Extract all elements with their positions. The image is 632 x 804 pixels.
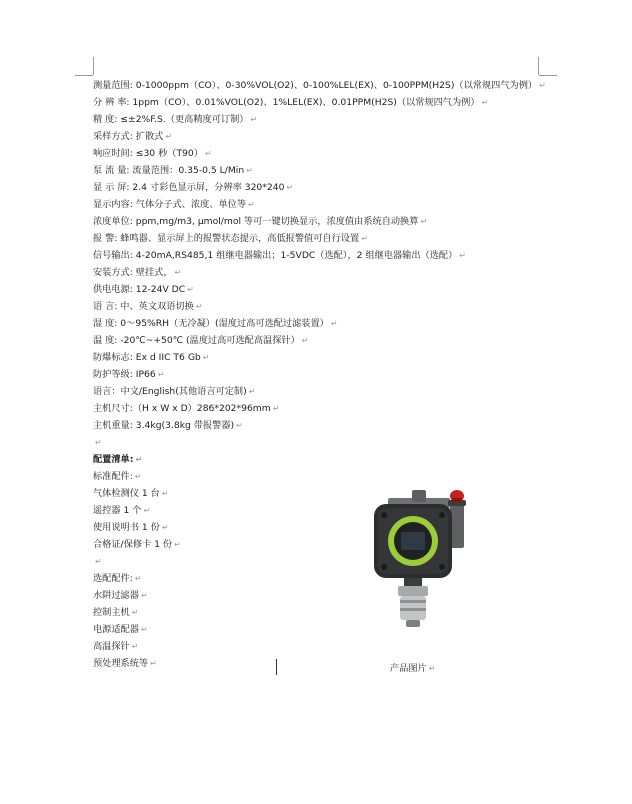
- paragraph-mark: ↵: [187, 285, 194, 294]
- crop-mark-right-h: [539, 75, 557, 76]
- paragraph-mark: ↵: [330, 319, 338, 328]
- spec-line-text: 采样方式: 扩散式: [93, 131, 164, 142]
- spec-line: [93, 485, 553, 502]
- paragraph-mark: ↵: [202, 353, 210, 362]
- spec-line: [93, 519, 553, 536]
- paragraph-mark: ↵: [174, 268, 182, 277]
- spec-line: [93, 417, 553, 434]
- spec-line-text: 水阱过滤器: [93, 590, 139, 601]
- spec-line: [93, 604, 553, 621]
- paragraph-mark: ↵: [301, 336, 309, 345]
- text-cursor: [276, 659, 277, 675]
- paragraph-mark: ↵: [131, 608, 139, 617]
- crop-mark-left-h: [75, 75, 93, 76]
- empty-paragraph: [93, 434, 553, 451]
- paragraph-mark: ↵: [143, 506, 151, 515]
- spec-line: [93, 94, 553, 111]
- spec-line-text: 防护等级: IP66: [93, 369, 156, 380]
- paragraph-mark: ↵: [286, 183, 294, 192]
- paragraph-mark: ↵: [140, 625, 148, 634]
- spec-line: [93, 162, 553, 179]
- spec-line-text: 遥控器 1 个: [93, 505, 142, 516]
- spec-line-text: 主机尺寸:（H x W x D）286*202*96mm: [93, 403, 271, 414]
- spec-line: [93, 247, 553, 264]
- display-screen: [401, 532, 425, 550]
- spec-line-text: 配置清单:: [93, 454, 134, 465]
- paragraph-mark: ↵: [165, 132, 173, 141]
- paragraph-mark: ↵: [459, 251, 466, 260]
- empty-paragraph: [93, 553, 553, 570]
- paragraph-mark: ↵: [161, 489, 169, 498]
- spec-line-text: 语言：中文/English(其他语言可定制): [93, 386, 247, 397]
- document-body[interactable]: [93, 77, 553, 672]
- paragraph-mark: ↵: [157, 370, 165, 379]
- spec-line-text: 分 辨 率: 1ppm（CO）、0.01%VOL(O2)、1%LEL(EX)、0.01PPM(H2S)（以常规四气为例）: [93, 97, 480, 108]
- spec-line: [93, 298, 553, 315]
- paragraph-mark: ↵: [161, 523, 169, 532]
- spec-line: [93, 621, 553, 638]
- spec-line: [93, 332, 553, 349]
- paragraph-mark: ↵: [248, 387, 256, 396]
- spec-line-text: 选配配件:: [93, 573, 133, 584]
- spec-line: [93, 451, 553, 468]
- spec-line: [93, 400, 553, 417]
- paragraph-mark: ↵: [95, 438, 102, 447]
- spec-line: [93, 213, 553, 230]
- spec-line-text: 报 警: 蜂鸣器、显示屏上的报警状态提示，高低报警值可自行设置: [93, 233, 360, 244]
- paragraph-mark: ↵: [95, 557, 102, 566]
- spec-line-text: 湿 度: 0～95%RH（无冷凝）(湿度过高可选配过滤装置）: [93, 318, 329, 329]
- spec-line-text: 气体检测仪 1 台: [93, 488, 160, 499]
- spec-line: [93, 587, 553, 604]
- spec-line: [93, 570, 553, 587]
- paragraph-mark: ↵: [272, 404, 280, 413]
- spec-line: [93, 145, 553, 162]
- paragraph-mark: ↵: [195, 302, 203, 311]
- spec-line-text: 温 度: -20℃~+50℃ (温度过高可选配高温探针）: [93, 335, 300, 346]
- paragraph-mark: ↵: [236, 421, 243, 430]
- paragraph-mark: ↵: [174, 540, 181, 549]
- spec-line: [93, 128, 553, 145]
- spec-line: [93, 638, 553, 655]
- paragraph-mark: ↵: [481, 98, 489, 107]
- spec-line-text: 泵 流 量: 流量范围：0.35-0.5 L/Min: [93, 165, 245, 176]
- spec-line-text: 精 度: ≤±2%F.S.（更高精度可订制）: [93, 114, 249, 125]
- spec-line: [93, 77, 553, 94]
- paragraph-mark: ↵: [246, 166, 253, 175]
- paragraph-mark: ↵: [420, 217, 428, 226]
- paragraph-mark: ↵: [204, 149, 212, 158]
- spec-line: [93, 281, 553, 298]
- paragraph-mark: ↵: [250, 115, 258, 124]
- spec-line-text: 安装方式: 壁挂式，: [93, 267, 173, 278]
- paragraph-mark: ↵: [150, 659, 157, 668]
- crop-mark-right-v: [538, 57, 539, 75]
- paragraph-mark: ↵: [131, 642, 139, 651]
- spec-line-text: 预处理系统等: [93, 658, 149, 669]
- spec-line-text: 主机重量: 3.4kg(3.8kg 带报警器): [93, 420, 235, 431]
- spec-line: [93, 349, 553, 366]
- spec-line-text: 标准配件:: [93, 471, 133, 482]
- paragraph-mark: ↵: [134, 472, 142, 481]
- spec-line-text: 防爆标志: Ex d IIC T6 Gb: [93, 352, 201, 363]
- spec-line: [93, 366, 553, 383]
- spec-line: [93, 179, 553, 196]
- spec-line-text: 控制主机: [93, 607, 130, 618]
- spec-line-text: 测量范围: 0-1000ppm（CO）、0-30%VOL(O2)、0-100%LEL(EX)、0-100PPM(H2S)（以常规四气为例）: [93, 80, 538, 91]
- paragraph-mark: ↵: [135, 455, 143, 464]
- paragraph-mark: ↵: [134, 574, 142, 583]
- spec-line: [93, 111, 553, 128]
- spec-line-text: 信号输出: 4-20mA,RS485,1 组继电器输出；1-5VDC（选配），2 组继电器输出（选配）: [93, 250, 458, 261]
- spec-line-text: 浓度单位: ppm,mg/m3, μmol/mol 等可一键切换显示，浓度值由系统自动换算: [93, 216, 419, 227]
- spec-line-text: 电源适配器: [93, 624, 139, 635]
- spec-line-text: 高温探针: [93, 641, 130, 652]
- crop-mark-left-v: [93, 57, 94, 75]
- spec-line-text: 显 示 屏: 2.4 寸彩色显示屏，分辨率 320*240: [93, 182, 285, 193]
- spec-line: [93, 264, 553, 281]
- spec-line: [93, 655, 553, 672]
- spec-line-text: 显示内容: 气体分子式、浓度、单位等: [93, 199, 247, 210]
- paragraph-mark: ↵: [539, 81, 546, 90]
- spec-line: [93, 468, 553, 485]
- spec-line-text: 语 言: 中、英文双语切换: [93, 301, 194, 312]
- spec-line-text: 合格证/保修卡 1 份: [93, 539, 173, 550]
- paragraph-mark: ↵: [248, 200, 255, 209]
- spec-line: [93, 196, 553, 213]
- spec-line-text: 供电电源: 12-24V DC: [93, 284, 186, 295]
- spec-line: [93, 230, 553, 247]
- gas-detector-image: [368, 488, 480, 633]
- spec-line: [93, 383, 553, 400]
- spec-line: [93, 536, 553, 553]
- paragraph-mark: ↵: [140, 591, 148, 600]
- spec-line: [93, 502, 553, 519]
- paragraph-mark: ↵: [361, 234, 368, 243]
- spec-line-text: 使用说明书 1 份: [93, 522, 160, 533]
- image-caption: 产品图片 ↵: [390, 663, 436, 674]
- spec-line: [93, 315, 553, 332]
- spec-line-text: 响应时间: ≤30 秒（T90）: [93, 148, 203, 159]
